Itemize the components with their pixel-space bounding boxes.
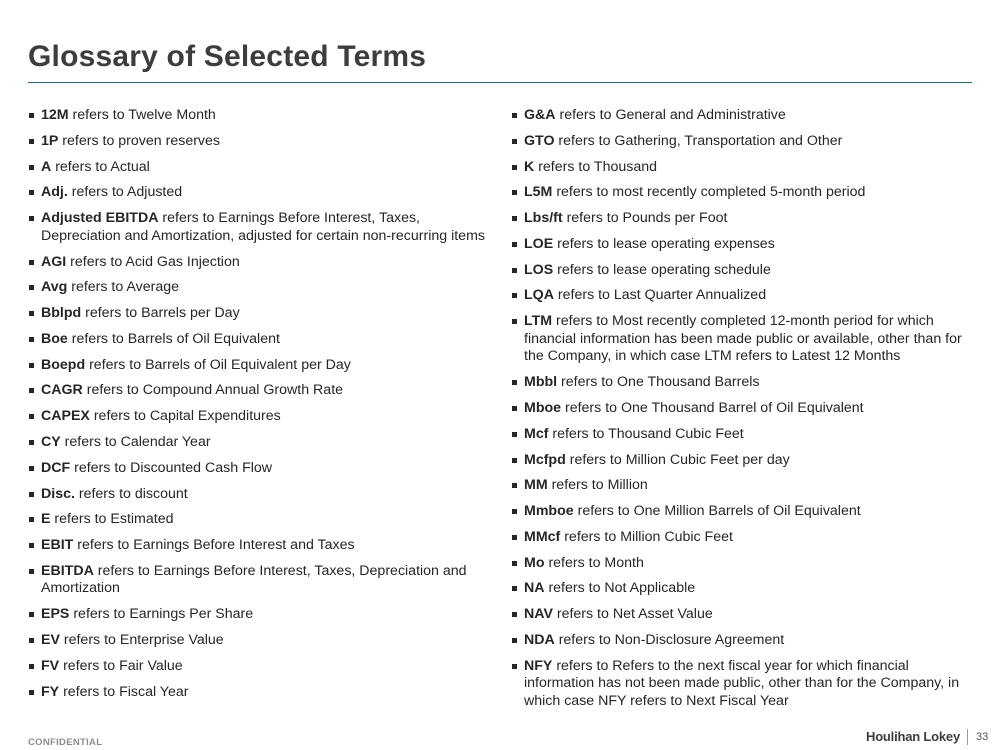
glossary-definition: refers to Adjusted bbox=[67, 184, 183, 201]
glossary-term: AGI bbox=[41, 253, 67, 270]
glossary-term: NA bbox=[524, 580, 545, 597]
glossary-definition: refers to One Thousand Barrels bbox=[557, 374, 760, 391]
glossary-term: Mmboe bbox=[524, 503, 574, 520]
glossary-item bbox=[28, 254, 488, 272]
glossary-item bbox=[511, 400, 981, 418]
glossary-definition: refers to Most recently completed 12-month period for which financial information has been made public or available, other than for the Company, in which case LTM refers to Latest 12 Months bbox=[524, 313, 962, 365]
glossary-definition: refers to Twelve Month bbox=[68, 107, 216, 123]
glossary-definition: refers to Not Applicable bbox=[544, 580, 696, 597]
glossary-term: EV bbox=[41, 632, 60, 649]
glossary-item bbox=[511, 555, 981, 573]
glossary-term: L5M bbox=[524, 184, 553, 201]
page-title: Glossary of Selected Terms bbox=[28, 40, 427, 73]
glossary-definition: refers to lease operating schedule bbox=[553, 261, 771, 278]
glossary-definition: refers to Earnings Before Interest, Taxes, Depreciation and Amortization bbox=[41, 562, 467, 597]
glossary-item bbox=[511, 107, 981, 125]
glossary-term: NFY bbox=[524, 657, 553, 674]
glossary-definition: refers to Gathering, Transportation and Other bbox=[554, 132, 843, 149]
glossary-term: CAPEX bbox=[41, 408, 90, 425]
glossary-item bbox=[511, 133, 981, 151]
brand-logo: Houlihan Lokey bbox=[866, 729, 960, 744]
glossary-item bbox=[28, 184, 488, 202]
glossary-item bbox=[28, 382, 488, 400]
glossary-item bbox=[511, 262, 981, 280]
glossary-definition: refers to Thousand bbox=[534, 158, 658, 175]
glossary-item bbox=[28, 133, 488, 151]
glossary-definition: refers to One Million Barrels of Oil Equivalent bbox=[573, 503, 861, 520]
glossary-column-left bbox=[28, 107, 488, 709]
glossary-term: Boe bbox=[41, 330, 68, 347]
page-number: 33 bbox=[976, 731, 989, 743]
glossary-item bbox=[511, 606, 981, 624]
glossary-term: EBITDA bbox=[41, 562, 94, 579]
glossary-column-right bbox=[511, 107, 981, 719]
glossary-term: LOE bbox=[524, 235, 554, 252]
glossary-item bbox=[28, 107, 488, 125]
glossary-item bbox=[511, 210, 981, 228]
glossary-term: NDA bbox=[524, 632, 555, 649]
glossary-item bbox=[511, 580, 981, 598]
title-divider bbox=[28, 82, 972, 83]
glossary-term: Mcfpd bbox=[524, 451, 566, 468]
glossary-item bbox=[28, 357, 488, 375]
glossary-definition: refers to Earnings Before Interest, Taxes, Depreciation and Amortization, adjusted for certain non-recurring items bbox=[41, 210, 485, 244]
glossary-item bbox=[28, 210, 488, 245]
glossary-term: Mboe bbox=[524, 400, 562, 416]
glossary-item bbox=[28, 658, 488, 676]
glossary-definition: refers to Fiscal Year bbox=[59, 683, 189, 700]
glossary-term: A bbox=[41, 158, 52, 175]
glossary-item bbox=[28, 279, 488, 297]
glossary-item bbox=[511, 374, 981, 392]
glossary-definition: refers to Discounted Cash Flow bbox=[70, 459, 273, 476]
glossary-term: EBIT bbox=[41, 537, 74, 554]
glossary-term: Avg bbox=[41, 279, 68, 296]
glossary-term: LQA bbox=[524, 287, 554, 304]
glossary-term: K bbox=[524, 158, 535, 175]
confidential-label: CONFIDENTIAL bbox=[28, 737, 103, 748]
glossary-definition: refers to Refers to the next fiscal year for which financial information has not been made public, other than for the Company, in which case NFY refers to Next Fiscal Year bbox=[524, 657, 960, 709]
glossary-definition: refers to Enterprise Value bbox=[59, 632, 224, 649]
glossary-item bbox=[511, 426, 981, 444]
glossary-definition: refers to lease operating expenses bbox=[553, 235, 775, 252]
glossary-definition: refers to Capital Expenditures bbox=[89, 408, 281, 425]
glossary-item bbox=[511, 313, 981, 366]
glossary-definition: refers to Earnings Per Share bbox=[69, 606, 254, 623]
glossary-term: LTM bbox=[524, 313, 553, 330]
glossary-term: Bblpd bbox=[41, 305, 82, 322]
glossary-item bbox=[28, 563, 488, 598]
glossary-item bbox=[28, 305, 488, 323]
glossary-term: NAV bbox=[524, 606, 553, 623]
glossary-item bbox=[511, 184, 981, 202]
glossary-term: Mcf bbox=[524, 425, 549, 442]
glossary-term: FV bbox=[41, 657, 60, 674]
glossary-item bbox=[28, 537, 488, 555]
glossary-item bbox=[28, 460, 488, 478]
glossary-item bbox=[28, 486, 488, 504]
glossary-item bbox=[28, 632, 488, 650]
glossary-definition: refers to Barrels of Oil Equivalent bbox=[67, 330, 280, 347]
glossary-definition: refers to One Thousand Barrel of Oil Equivalent bbox=[561, 400, 864, 416]
glossary-definition: refers to discount bbox=[74, 485, 188, 502]
glossary-item bbox=[28, 684, 488, 702]
glossary-term: CAGR bbox=[41, 382, 83, 399]
glossary-term: Boepd bbox=[41, 356, 86, 373]
glossary-definition: refers to Pounds per Foot bbox=[562, 210, 728, 227]
glossary-definition: refers to Actual bbox=[51, 158, 150, 175]
glossary-definition: refers to Fair Value bbox=[59, 657, 183, 674]
glossary-definition: refers to Thousand Cubic Feet bbox=[548, 425, 744, 442]
glossary-definition: refers to Million Cubic Feet bbox=[560, 528, 733, 545]
glossary-term: Disc. bbox=[41, 485, 75, 502]
glossary-item bbox=[511, 658, 981, 711]
glossary-item bbox=[28, 408, 488, 426]
glossary-definition: refers to Million Cubic Feet per day bbox=[565, 451, 790, 468]
glossary-item bbox=[511, 452, 981, 470]
glossary-term: Adj. bbox=[41, 184, 68, 201]
glossary-item bbox=[511, 477, 981, 495]
glossary-term: Lbs/ft bbox=[524, 210, 563, 227]
glossary-item bbox=[511, 529, 981, 547]
glossary-term: DCF bbox=[41, 459, 71, 476]
glossary-definition: refers to General and Administrative bbox=[555, 107, 786, 123]
glossary-definition: refers to Estimated bbox=[50, 511, 174, 528]
glossary-definition: refers to Net Asset Value bbox=[552, 606, 713, 623]
glossary-term: FY bbox=[41, 683, 60, 700]
glossary-item bbox=[28, 511, 488, 529]
glossary-definition: refers to Last Quarter Annualized bbox=[553, 287, 767, 304]
glossary-term: Mo bbox=[524, 554, 545, 571]
glossary-term: Mbbl bbox=[524, 374, 558, 391]
glossary-term: G&A bbox=[524, 107, 556, 123]
glossary-item bbox=[511, 236, 981, 254]
glossary-term: E bbox=[41, 511, 51, 528]
glossary-item bbox=[28, 159, 488, 177]
glossary-definition: refers to Million bbox=[547, 477, 648, 494]
glossary-definition: refers to Barrels of Oil Equivalent per Day bbox=[85, 356, 351, 373]
glossary-item bbox=[28, 331, 488, 349]
glossary-definition: refers to most recently completed 5-month period bbox=[552, 184, 866, 201]
glossary-definition: refers to Calendar Year bbox=[60, 433, 211, 450]
footer-divider bbox=[967, 729, 968, 745]
glossary-term: Adjusted EBITDA bbox=[41, 210, 159, 227]
glossary-item bbox=[511, 159, 981, 177]
glossary-term: EPS bbox=[41, 606, 70, 623]
glossary-item bbox=[511, 632, 981, 650]
glossary-term: LOS bbox=[524, 261, 554, 278]
glossary-item bbox=[28, 606, 488, 624]
glossary-definition: refers to Barrels per Day bbox=[81, 305, 240, 322]
glossary-definition: refers to Average bbox=[67, 279, 180, 296]
glossary-term: GTO bbox=[524, 132, 555, 149]
glossary-definition: refers to Month bbox=[544, 554, 644, 571]
glossary-definition: refers to Earnings Before Interest and Taxes bbox=[73, 537, 355, 554]
glossary-item bbox=[28, 434, 488, 452]
glossary-term: 1P bbox=[41, 132, 59, 149]
glossary-item bbox=[511, 503, 981, 521]
glossary-definition: refers to Non-Disclosure Agreement bbox=[554, 632, 785, 649]
glossary-definition: refers to Compound Annual Growth Rate bbox=[82, 382, 344, 399]
glossary-definition: refers to proven reserves bbox=[58, 132, 221, 149]
glossary-item bbox=[511, 287, 981, 305]
glossary-term: MM bbox=[524, 477, 548, 494]
glossary-definition: refers to Acid Gas Injection bbox=[66, 253, 240, 270]
glossary-term: MMcf bbox=[524, 528, 561, 545]
glossary-term: CY bbox=[41, 433, 61, 450]
glossary-term: 12M bbox=[41, 107, 69, 123]
